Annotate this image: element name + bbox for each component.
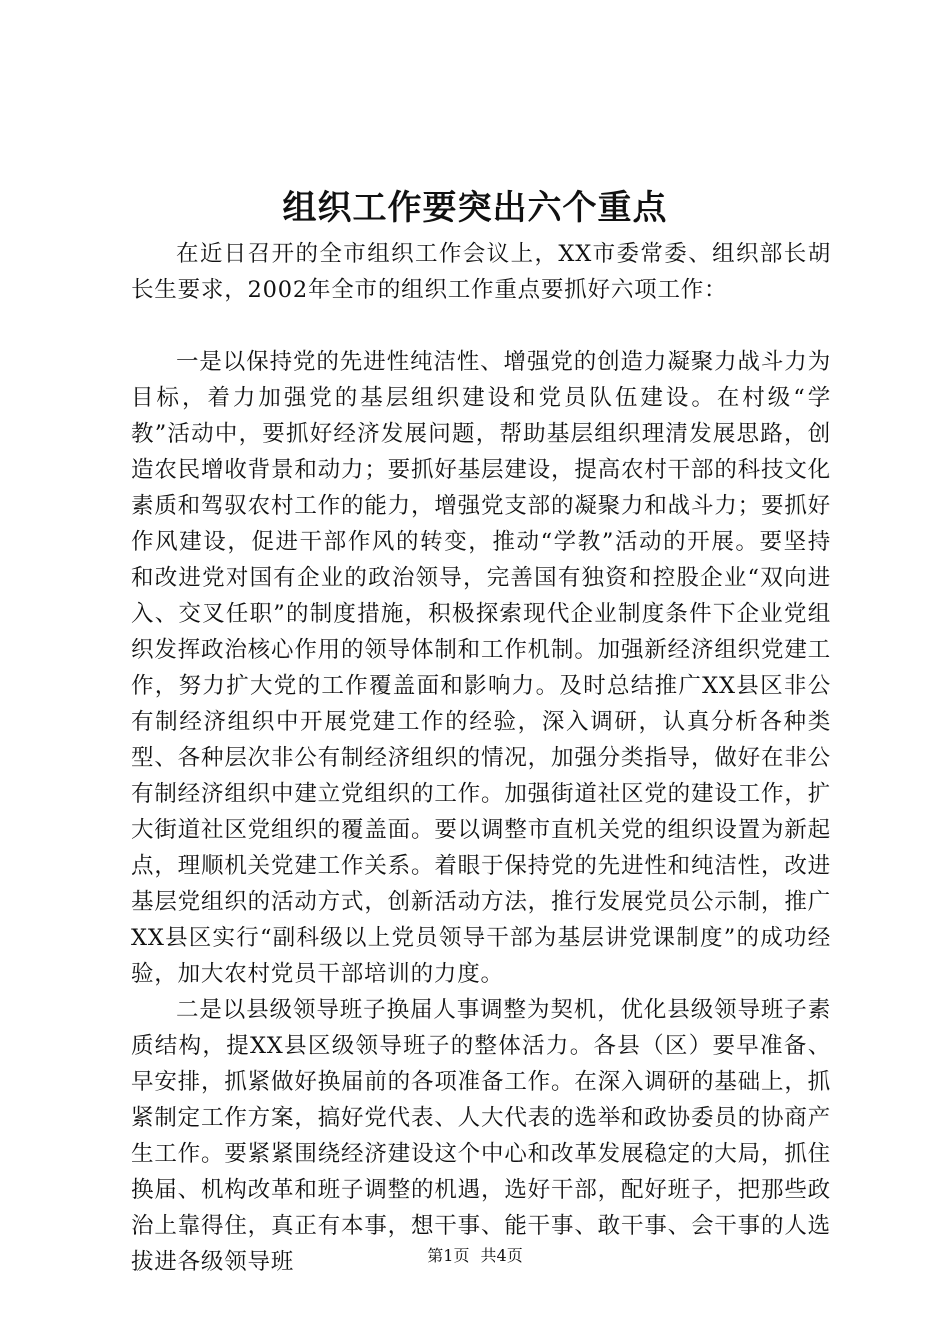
page-number: 第1页 — [427, 1246, 470, 1265]
page-footer — [0, 1244, 950, 1268]
document-body — [131, 236, 831, 1280]
intro-paragraph: 在近日召开的全市组织工作会议上，XX市委常委、组织部长胡长生要求，2002年全市的组织工作重点要抓好六项工作： — [131, 241, 831, 303]
page-total: 共4页 — [480, 1246, 523, 1265]
point-two-paragraph: 二是以县级领导班子换届人事调整为契机，优化县级领导班子素质结构，提XX县区级领导班子的整体活力。各县（区）要早准备、早安排，抓紧做好换届前的各项准备工作。在深入调研的基础上，抓紧制定工作方案，搞好党代表、人大代表的选举和政协委员的协商产生工作。要紧紧围绕经济建设这个中心和改革发展稳定的大局，抓住换届、机构改革和班子调整的机遇，选好干部，配好班子，把那些政治上靠得住，真正有本事，想干事、能干事、敢干事、会干事的人选拔进各级领导班 — [131, 997, 831, 1275]
document-title: 组织工作要突出六个重点 — [282, 188, 668, 228]
point-one-paragraph: 一是以保持党的先进性纯洁性、增强党的创造力凝聚力战斗力为目标，着力加强党的基层组织建设和党员队伍建设。在村级“学教”活动中，要抓好经济发展问题，帮助基层组织理清发展思路，创造农民增收背景和动力；要抓好基层建设，提高农村干部的科技文化素质和驾驭农村工作的能力，增强党支部的凝聚力和战斗力；要抓好作风建设，促进干部作风的转变，推动“学教”活动的开展。要坚持和改进党对国有企业的政治领导，完善国有独资和控股企业“双向进入、交叉任职”的制度措施，积极探索现代企业制度条件下企业党组织发挥政治核心作用的领导体制和工作机制。加强新经济组织党建工作，努力扩大党的工作覆盖面和影响力。及时总结推广XX县区非公有制经济组织中开展党建工作的经验，深入调研，认真分析各种类型、各种层次非公有制经济组织的情况，加强分类指导，做好在非公有制经济组织中建立党组织的工作。加强街道社区党的建设工作，扩大街道社区党组织的覆盖面。要以调整市直机关党的组织设置为新起点，理顺机关党建工作关系。着眼于保持党的先进性和纯洁性，改进基层党组织的活动方式，创新活动方法，推行发展党员公示制，推广XX县区实行“副科级以上党员领导干部为基层讲党课制度”的成功经验，加大农村党员干部培训的力度。 — [131, 349, 831, 987]
